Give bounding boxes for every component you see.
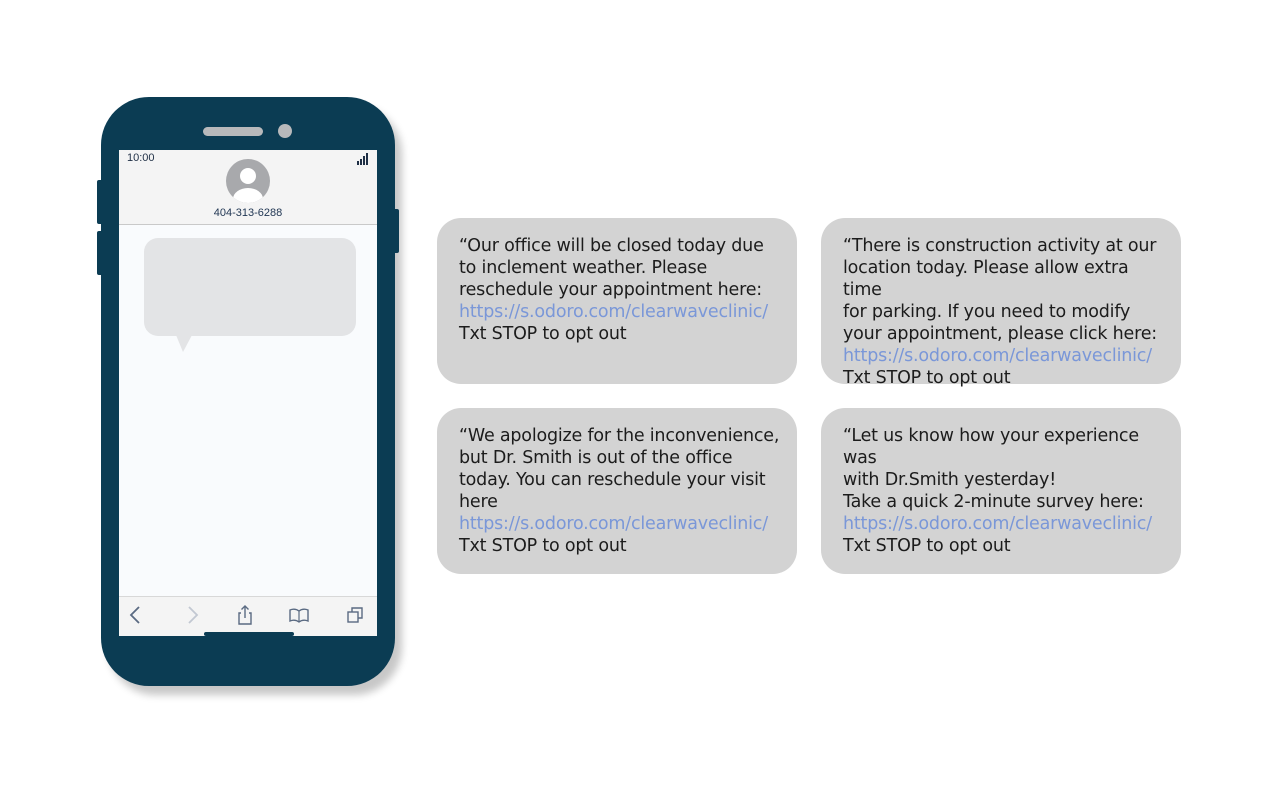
message-text: “Our office will be closed today due to inclement weather. Please reschedule your appointment here: — [459, 236, 764, 300]
forward-arrow-icon[interactable] — [185, 605, 201, 625]
side-button-left-bottom — [97, 231, 103, 275]
phone-camera — [278, 124, 292, 138]
message-text: “There is construction activity at our location today. Please allow extra time for parking. If you need to modify your appointment, please click here: — [843, 236, 1157, 344]
message-card-construction — [821, 218, 1181, 388]
optout-text: Txt STOP to opt out — [843, 536, 1011, 556]
share-icon[interactable] — [237, 605, 253, 625]
message-text: “Let us know how your experience was with Dr.Smith yesterday! Take a quick 2-minute survey here: — [843, 426, 1144, 512]
phone-mockup — [101, 97, 395, 686]
message-link[interactable]: https://s.odoro.com/clearwaveclinic/ — [843, 514, 1152, 534]
contact-number: 404-313-6288 — [213, 207, 283, 219]
message-text: “We apologize for the inconvenience, but Dr. Smith is out of the office today. You can reschedule your visit here — [459, 426, 780, 512]
optout-text: Txt STOP to opt out — [459, 324, 627, 344]
message-card-doctor-out — [437, 408, 797, 574]
browser-toolbar — [119, 596, 377, 636]
status-time: 10:00 — [127, 152, 155, 164]
back-arrow-icon[interactable] — [127, 605, 143, 625]
message-card-closure — [437, 218, 797, 384]
phone-speaker — [203, 127, 263, 136]
bookmarks-icon[interactable] — [289, 607, 309, 623]
message-link[interactable]: https://s.odoro.com/clearwaveclinic/ — [843, 346, 1152, 366]
signal-icon — [357, 153, 369, 165]
optout-text: Txt STOP to opt out — [843, 368, 1011, 388]
contact-avatar-icon[interactable] — [226, 159, 270, 203]
message-link[interactable]: https://s.odoro.com/clearwaveclinic/ — [459, 514, 768, 534]
home-indicator — [204, 632, 294, 636]
side-button-left-top — [97, 180, 103, 224]
message-card-survey — [821, 408, 1181, 574]
phone-screen — [119, 150, 377, 636]
optout-text: Txt STOP to opt out — [459, 536, 627, 556]
side-button-right — [393, 209, 399, 253]
message-header — [119, 150, 377, 225]
empty-message-bubble — [144, 238, 358, 354]
message-link[interactable]: https://s.odoro.com/clearwaveclinic/ — [459, 302, 768, 322]
tabs-icon[interactable] — [347, 607, 363, 623]
